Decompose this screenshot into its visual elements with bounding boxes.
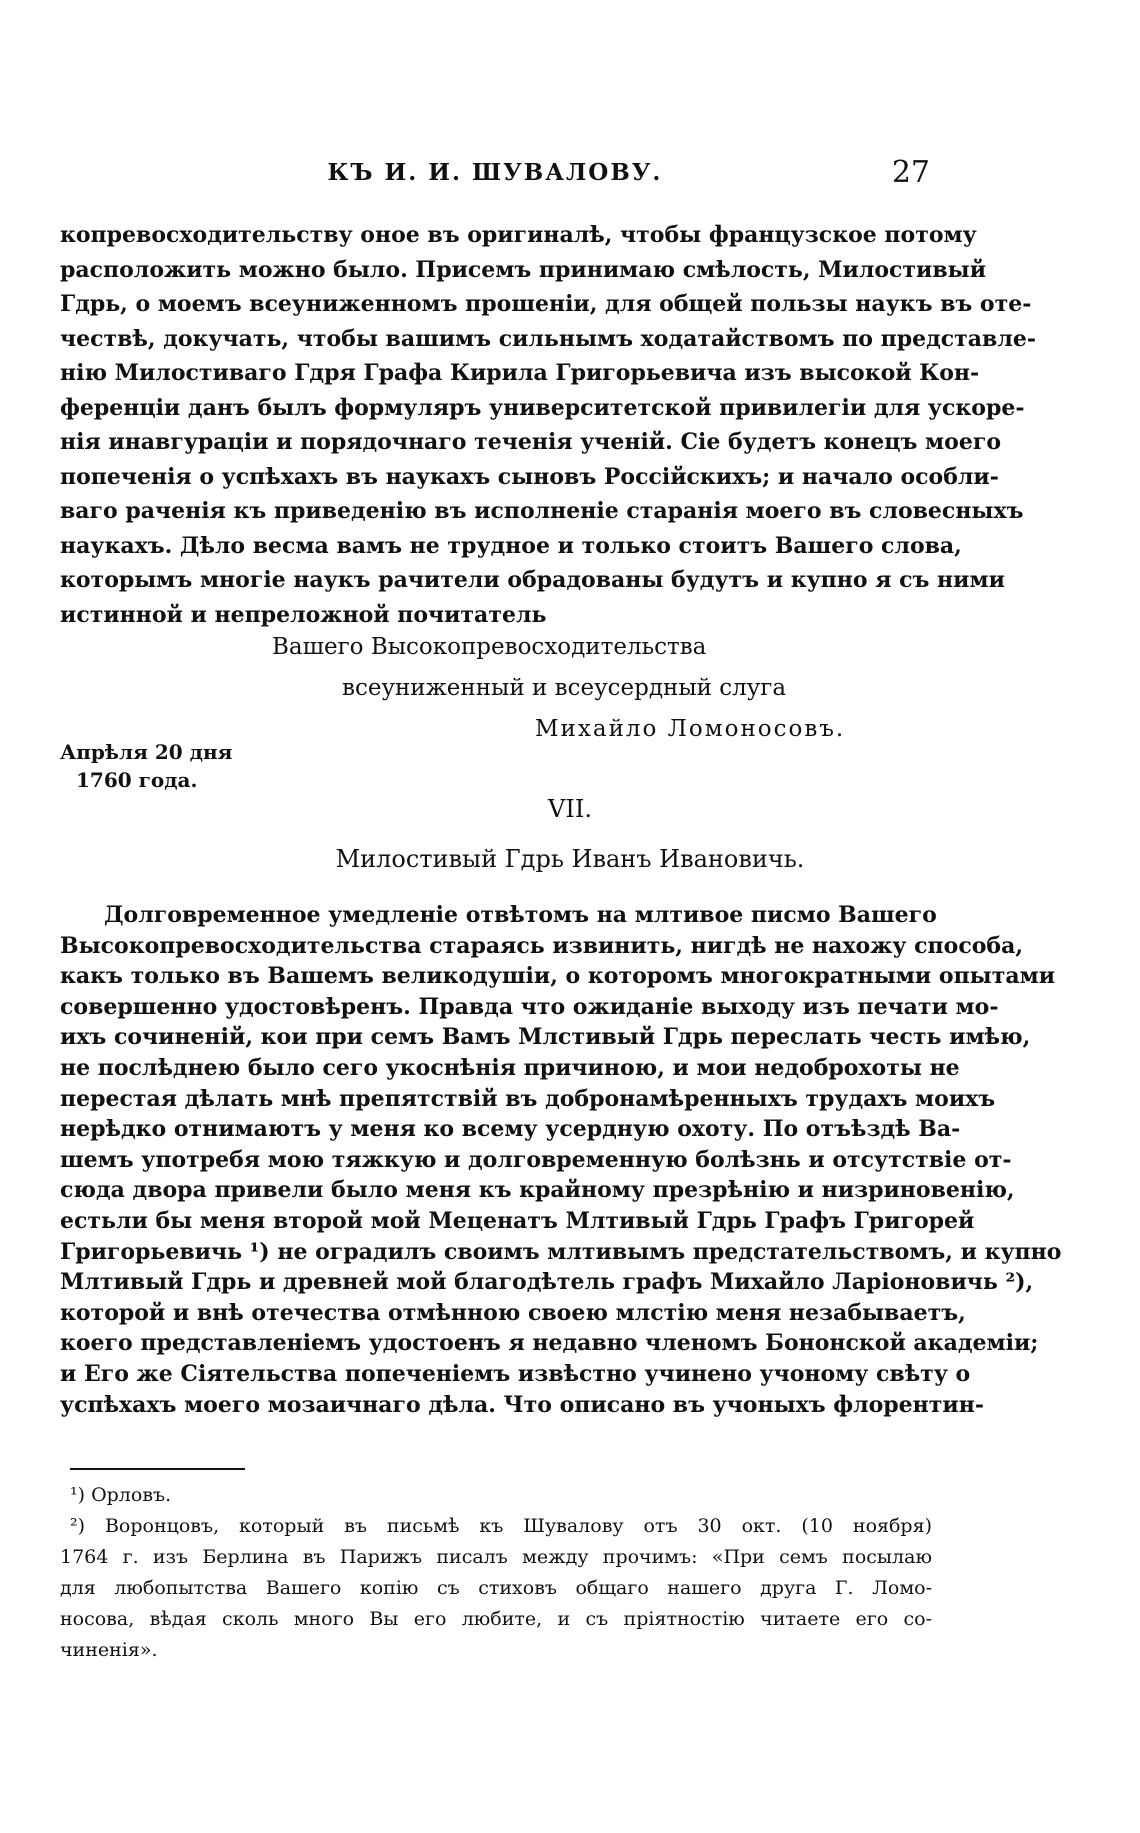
footnote-line: 1764 г. изъ Берлина въ Парижъ писалъ между прочимъ: «При семъ посылаю: [60, 1546, 932, 1568]
date-year: 1760 года.: [76, 768, 198, 792]
text-line: ференціи данъ былъ формуляръ университетской привилегіи для ускоре-: [60, 394, 1025, 421]
closing-line-1: Вашего Высокопревосходительства: [272, 634, 707, 660]
footnote-divider: [70, 1468, 245, 1470]
text-line: какъ только въ Вашемъ великодушіи, о которомъ многократными опытами: [60, 963, 1056, 990]
page-header: [60, 155, 930, 195]
footnote-line: чиненія».: [60, 1639, 158, 1661]
text-line: Григорьевичь ¹) не оградилъ своимъ млтивымъ предстательствомъ, и купно: [60, 1238, 1062, 1265]
text-line: которымъ многіе наукъ рачители обрадованы будутъ и купно я съ ними: [60, 567, 1005, 593]
footnote-line: ¹) Орловъ.: [70, 1484, 172, 1506]
text-line: которой и внѣ отечества отмѣнною своею млстію меня незабываетъ,: [60, 1299, 966, 1326]
text-line: истинной и непреложной почитатель: [60, 601, 547, 628]
text-line: нерѣдко отнимаютъ у меня ко всему усердную охоту. По отъѣздѣ Ва-: [60, 1116, 961, 1143]
text-line: ихъ сочиненій, кои при семъ Вамъ Млстивый Гдрь переслать честь имѣю,: [60, 1024, 1031, 1051]
text-line: наукахъ. Дѣло весма вамъ не трудное и только стоитъ Вашего слова,: [60, 532, 962, 559]
text-line: Млтивый Гдрь и древней мой благодѣтель графъ Михайло Ларіоновичь ²),: [60, 1269, 1034, 1296]
page-number: 27: [891, 155, 930, 190]
signature: Михайло Ломоносовъ.: [535, 716, 846, 742]
salutation: Милостивый Гдрь Иванъ Ивановичь.: [335, 845, 805, 873]
text-line: и Его же Сіятельства попеченіемъ извѣстно учинено учоному свѣту о: [60, 1360, 971, 1387]
text-line: коего представленіемъ удостоенъ я недавно членомъ Бононской академіи;: [60, 1330, 1039, 1357]
text-line: совершенно удостовѣренъ. Правда что ожиданіе выходу изъ печати мо-: [60, 993, 999, 1020]
text-line: Гдрь, о моемъ всеуниженномъ прошеніи, для общей пользы наукъ въ оте-: [60, 291, 1032, 317]
footnotes: [60, 1480, 932, 1666]
text-line: нія инавгураціи и порядочнаго теченія ученій. Сіе будетъ конецъ моего: [60, 429, 1001, 455]
text-line: не послѣднею было сего укоснѣнія причиною, и мои недоброхоты не: [60, 1054, 960, 1081]
footnote-line: носова, вѣдая сколь много Вы его любите, и съ пріятностію читаете его со-: [60, 1608, 932, 1630]
footnote-line: для любопытства Вашего копію съ стиховъ общаго нашего друга Г. Ломо-: [60, 1577, 932, 1599]
text-line: Высокопревосходительства стараясь извинить, нигдѣ не нахожу способа,: [60, 932, 1023, 959]
text-line: шемъ употребя мою тяжкую и долговременную болѣзнь и отсутствіе от-: [60, 1146, 1012, 1173]
text-line: нію Милостиваго Гдря Графа Кирила Григорьевича изъ высокой Кон-: [60, 360, 980, 386]
section-number: VII.: [548, 795, 592, 823]
running-head: КЪ И. И. ШУВАЛОВУ.: [327, 159, 663, 186]
text-line: естьли бы меня второй мой Меценатъ Млтивый Гдрь Графъ Григорей: [60, 1207, 975, 1234]
text-line: копревосходительству оное въ оригиналѣ, чтобы французское потому: [60, 222, 977, 248]
text-line: перестая дѣлать мнѣ препятствій въ добронамѣренныхъ трудахъ моихъ: [60, 1085, 996, 1112]
letter-date: [60, 738, 232, 794]
text-line: успѣхахъ моего мозаичнаго дѣла. Что описано въ учоныхъ флорентин-: [60, 1391, 984, 1418]
letter2-body: [60, 900, 1062, 1420]
date-day: Апрѣля 20 дня: [60, 740, 233, 764]
text-line: сюда двора привели было меня къ крайному презрѣнію и низриновенію,: [60, 1177, 1015, 1204]
footnote-line: ²) Воронцовъ, который въ письмѣ къ Шувалову отъ 30 окт. (10 ноября): [70, 1515, 932, 1537]
text-line: Долговременное умедленіе отвѣтомъ на млтивое писмо Вашего: [104, 902, 937, 928]
letter1-body: [60, 218, 1036, 632]
text-line: расположить можно было. Присемъ принимаю смѣлость, Милостивый: [60, 256, 987, 283]
text-line: ваго раченія къ приведенію въ исполненіе старанія моего въ словесныхъ: [60, 498, 1024, 524]
closing-line-2: всеуниженный и всеусердный слуга: [342, 675, 787, 701]
text-line: чествѣ, докучать, чтобы вашимъ сильнымъ ходатайствомъ по представле-: [60, 325, 1036, 352]
text-line: попеченія о успѣхахъ въ наукахъ сыновъ Россійскихъ; и начало особли-: [60, 463, 999, 490]
